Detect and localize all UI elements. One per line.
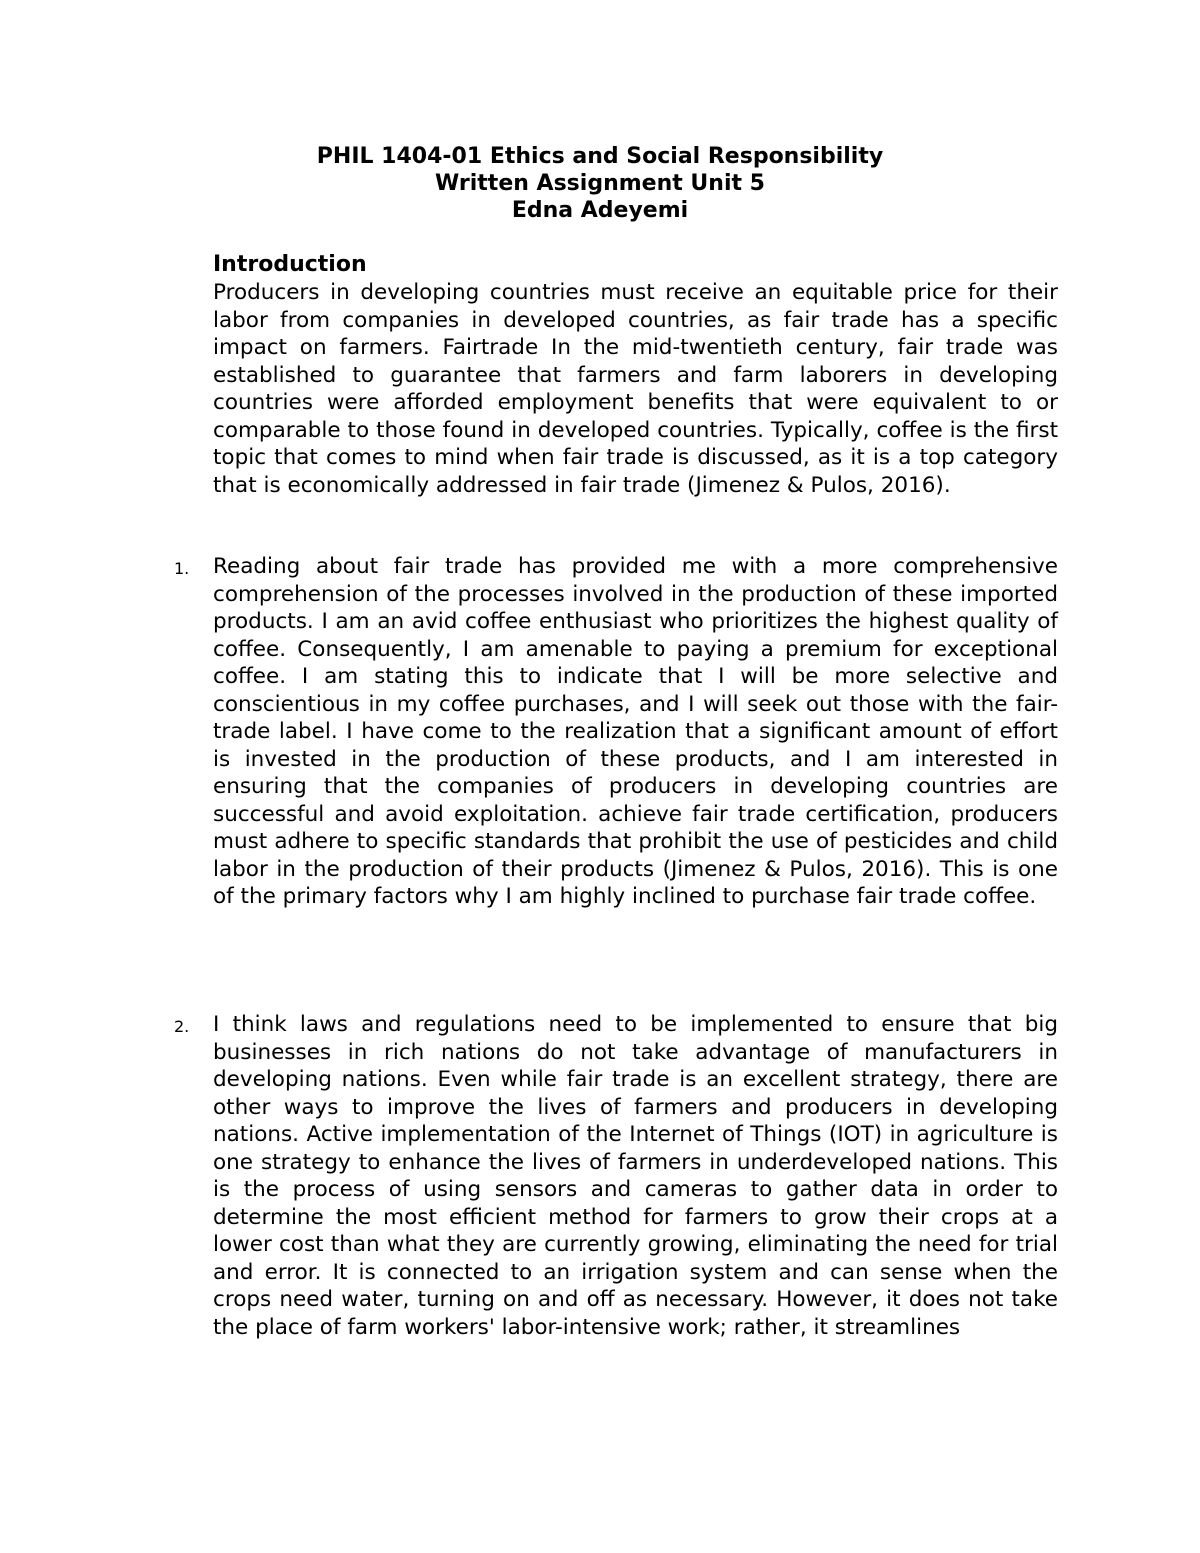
introduction-heading: Introduction [213, 252, 367, 277]
assignment-title: Written Assignment Unit 5 [435, 171, 765, 196]
course-title: PHIL 1404-01 Ethics and Social Responsibility [316, 144, 884, 169]
title-block [150, 143, 1050, 224]
author-name: Edna Adeyemi [511, 198, 689, 223]
list-item-number: 1. [174, 559, 190, 578]
introduction-paragraph: Producers in developing countries must receive an equitable price for their labor from companies in developed countries, as fair trade has a specific impact on farmers. Fairtrade In the mid-twentieth century, fair trade was established to guarantee that farmers and farm laborers in developing countries were afforded employment benefits that were equivalent to or comparable to those found in developed countries. Typically, coffee is the first topic that comes to mind when fair trade is discussed, as it is a top category that is economically addressed in fair trade (Jimenez & Pulos, 2016). [213, 280, 1058, 498]
list-item-paragraph: Reading about fair trade has provided me with a more comprehensive comprehension of the processes involved in the production of these imported products. I am an avid coffee enthusiast who prioritizes the highest quality of coffee. Consequently, I am amenable to paying a premium for exceptional coffee. I am stating this to indicate that I will be more selective and conscientious in my coffee purchases, and I will seek out those with the fair-trade label. I have come to the realization that a significant amount of effort is invested in the production of these products, and I am interested in ensuring that the companies of producers in developing countries are successful and avoid exploitation. achieve fair trade certification, producers must adhere to specific standards that prohibit the use of pesticides and child labor in the production of their products (Jimenez & Pulos, 2016). This is one of the primary factors why I am highly inclined to purchase fair trade coffee. [213, 554, 1058, 909]
list-item-number: 2. [174, 1017, 190, 1036]
list-item-paragraph: I think laws and regulations need to be implemented to ensure that big businesses in rich nations do not take advantage of manufacturers in developing nations. Even while fair trade is an excellent strategy, there are other ways to improve the lives of farmers and producers in developing nations. Active implementation of the Internet of Things (IOT) in agriculture is one strategy to enhance the lives of farmers in underdeveloped nations. This is the process of using sensors and cameras to gather data in order to determine the most efficient method for farmers to grow their crops at a lower cost than what they are currently growing, eliminating the need for trial and error. It is connected to an irrigation system and can sense when the crops need water, turning on and off as necessary. However, it does not take the place of farm workers' labor-intensive work; rather, it streamlines [213, 1012, 1058, 1340]
